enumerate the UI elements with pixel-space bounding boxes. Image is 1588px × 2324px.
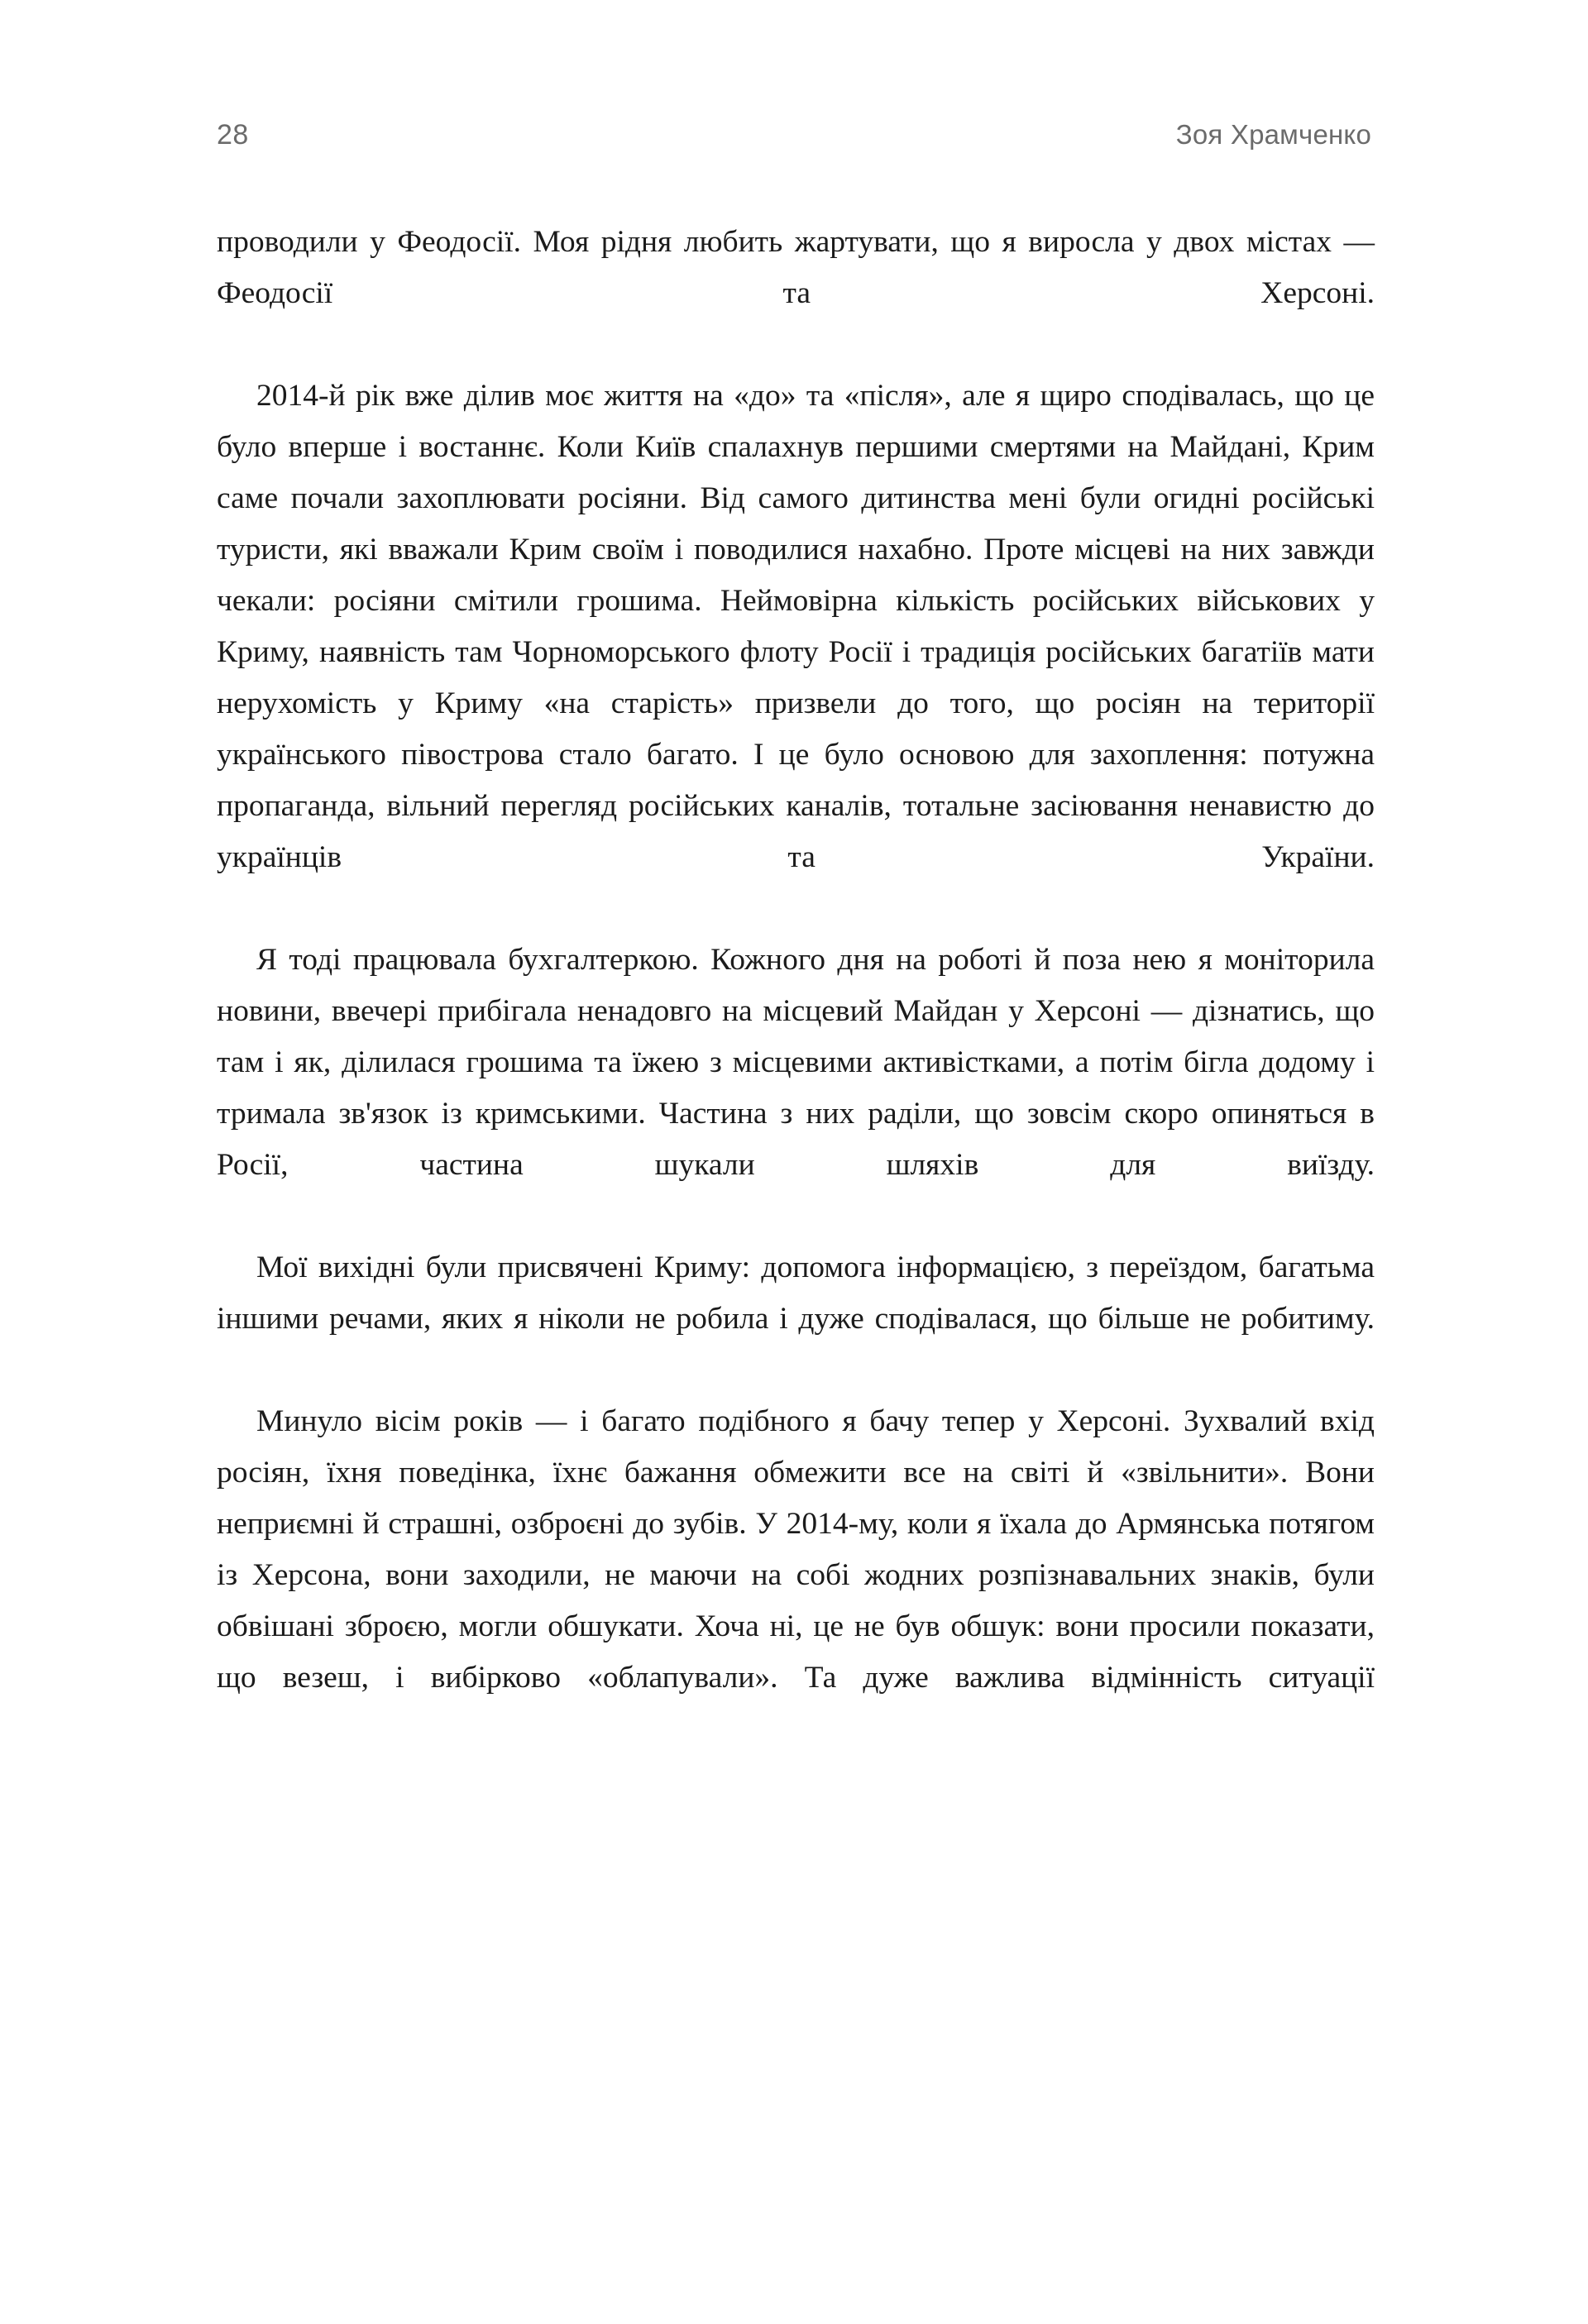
- paragraph: Минуло вісім років — і багато подібного я бачу тепер у Херсоні. Зухвалий вхід росіян, їхня поведінка, їхнє бажання обмежити все на світі й «звільнити». Вони неприємні й страшні, озброєні до зубів. У 2014-му, коли я їхала до Армянська потягом із Херсона, вони заходили, не маючи на собі жодних розпізнавальних знаків, були обвішані зброєю, могли обшукати. Хоча ні, це не був обшук: вони просили показати, що везеш, і вибірково «облапували». Та дуже важлива відмінність ситуації: [217, 1404, 1375, 1695]
- running-head: [217, 121, 1371, 160]
- paragraph: проводили у Феодосії. Моя рідня любить жартувати, що я виросла у двох містах — Феодосії та Херсоні.: [217, 225, 1375, 310]
- running-head-author: Зоя Храмченко: [1175, 119, 1371, 150]
- page-number: 28: [217, 119, 249, 151]
- paragraph: 2014-й рік вже ділив моє життя на «до» та «після», але я щиро сподівалась, що це було вперше і востаннє. Коли Київ спалахнув першими смертями на Майдані, Крим саме почали захоплювати росіяни. Від самого дитинства мені були огидні російські туристи, які вважали Крим своїм і поводилися нахабно. Проте місцеві на них завжди чекали: росіяни смітили грошима. Неймовірна кількість російських військових у Криму, наявність там Чорноморського флоту Росії і традиція російських багатіїв мати нерухомість у Криму «на старість» призвели до того, що росіян на території українського півострова стало багато. І це було основою для захоплення: потужна пропаганда, вільний перегляд російських каналів, тотальне засіювання ненавистю до українців та України.: [217, 379, 1375, 874]
- body-text-block: [217, 217, 1375, 1755]
- paragraph: Я тоді працювала бухгалтеркою. Кожного дня на роботі й поза нею я моніторила новини, ввечері прибігала ненадовго на місцевий Майдан у Херсоні — дізнатись, що там і як, ділилася грошима та їжею з місцевими активістками, а потім бігла додому і тримала зв'язок із кримськими. Частина з них раділи, що зовсім скоро опиняться в Росії, частина шукали шляхів для виїзду.: [217, 943, 1375, 1182]
- paragraph: Мої вихідні були присвячені Криму: допомога інформацією, з переїздом, багатьма іншими речами, яких я ніколи не робила і дуже сподівалася, що більше не робитиму.: [217, 1250, 1375, 1336]
